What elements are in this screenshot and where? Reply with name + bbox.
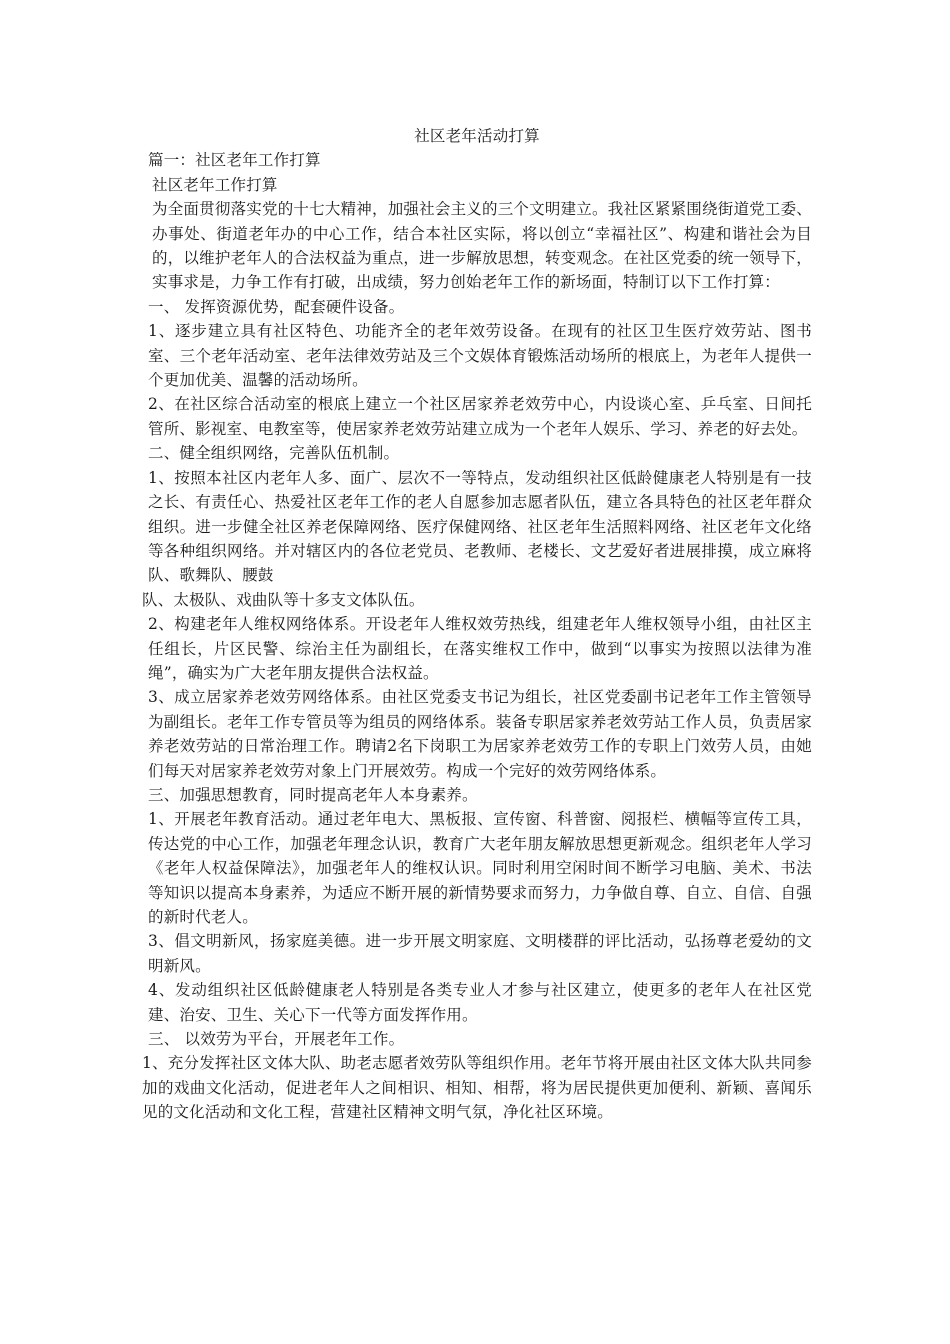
paragraph-2-3: 3、成立居家养老效劳网络体系。由社区党委支书记为组长，社区党委副书记老年工作主管领导为副组长。老年工作专管员等为组员的网络体系。装备专职居家养老效劳站工作人员，负责居家养老效劳站的日常治理工作。聘请2名下岗职工为居家养老效劳工作的专职上门效劳人员，由她们每天对居家养老效劳对象上门开展效劳。构成一个完好的效劳网络体系。 <box>148 688 812 780</box>
heading-part-3: 三、加强思想教育，同时提高老年人本身素养。 <box>148 785 478 804</box>
paragraph-1-1: 1、逐步建立具有社区特色、功能齐全的老年效劳设备。在现有的社区卫生医疗效劳站、图书室、三个老年活动室、老年法律效劳站及三个文娱体育锻炼活动场所的根底上，为老年人提供一个更加优美、温馨的活动场所。 <box>148 322 812 390</box>
paragraph-2-1: 1、按照本社区内老年人多、面广、层次不一等特点，发动组织社区低龄健康老人特别是有一技之长、有责任心、热爱社区老年工作的老人自愿参加志愿者队伍，建立各具特色的社区老年群众组织。进一步健全社区养老保障网络、医疗保健网络、社区老年生活照料网络、社区老年文化络等各种组织网络。并对辖区内的各位老党员、老教师、老楼长、文艺爱好者进展排摸，成立麻将队、歌舞队、腰鼓 <box>148 468 812 585</box>
paragraph-4-1: 1、充分发挥社区文体大队、助老志愿者效劳队等组织作用。老年节将开展由社区文体大队共同参加的戏曲文化活动，促进老年人之间相识、相知、相帮，将为居民提供更加便利、新颖、喜闻乐见的文化活动和文化工程，营建社区精神文明气氛，净化社区环境。 <box>142 1054 812 1122</box>
paragraph-3-3: 3、倡文明新风，扬家庭美德。进一步开展文明家庭、文明楼群的评比活动，弘扬尊老爱幼的文明新风。 <box>148 932 812 975</box>
heading-part-4: 三、 以效劳为平台，开展老年工作。 <box>148 1030 405 1049</box>
section-heading: 篇一：社区老年工作打算 <box>148 151 321 170</box>
paragraph-3-4: 4、发动组织社区低龄健康老人特别是各类专业人才参与社区建立，使更多的老年人在社区党建、治安、卫生、关心下一代等方面发挥作用。 <box>148 981 812 1024</box>
heading-part-2: 二、健全组织网络，完善队伍机制。 <box>148 444 400 463</box>
paragraph-1-2: 2、在社区综合活动室的根底上建立一个社区居家养老效劳中心，内设谈心室、乒乓室、日间托管所、影视室、电教室等，使居家养老效劳站建立成为一个老年人娱乐、学习、养老的好去处。 <box>148 395 812 438</box>
paragraph-2-2: 2、构建老年人维权网络体系。开设老年人维权效劳热线，组建老年人维权领导小组，由社区主任组长，片区民警、综治主任为副组长，在落实维权工作中，做到“以事实为按照以法律为准绳”，确实为广大老年朋友提供合法权益。 <box>148 615 812 682</box>
document-title: 社区老年活动打算 <box>414 127 540 145</box>
sub-heading: 社区老年工作打算 <box>152 175 278 194</box>
paragraph-2-1-continued: 队、太极队、戏曲队等十多支文体队伍。 <box>142 590 425 609</box>
heading-part-1: 一、 发挥资源优势，配套硬件设备。 <box>148 297 405 316</box>
document-body <box>142 124 812 1125</box>
paragraph-3-1: 1、开展老年教育活动。通过老年电大、黑板报、宣传窗、科普窗、阅报栏、横幅等宣传工具，传达党的中心工作，加强老年理念认识，教育广大老年朋友解放思想更新观念。组织老年人学习《老年人权益保障法》，加强老年人的维权认识。同时利用空闲时间不断学习电脑、美术、书法等知识以提高本身素养，为适应不断开展的新情势要求而努力，力争做自尊、自立、自信、自强的新时代老人。 <box>148 810 812 926</box>
paragraph-intro: 为全面贯彻落实党的十七大精神，加强社会主义的三个文明建立。我社区紧紧围绕街道党工委、办事处、街道老年办的中心工作，结合本社区实际，将以创立“幸福社区”、构建和谐社会为目的，以维护老年人的合法权益为重点，进一步解放思想，转变观念。在社区党委的统一领导下，实事求是，力争工作有打破，出成绩，努力创始老年工作的新场面，特制订以下工作打算： <box>152 200 812 292</box>
